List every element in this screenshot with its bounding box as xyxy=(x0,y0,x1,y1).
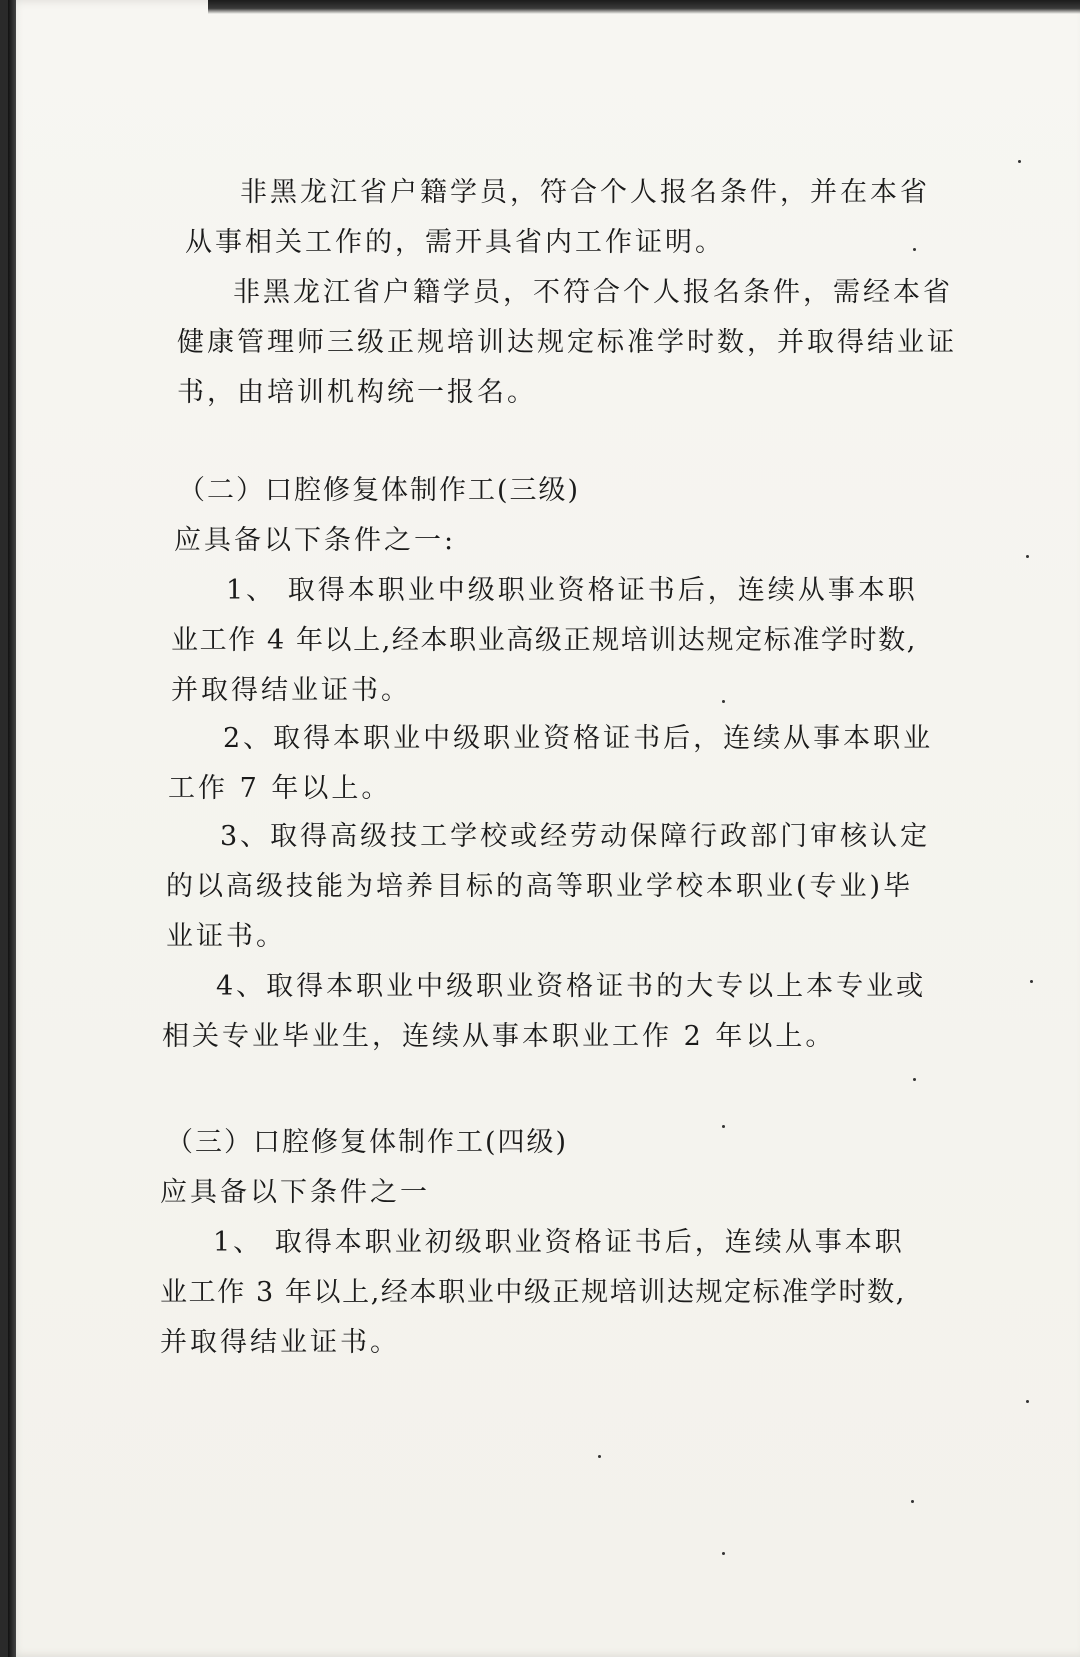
scan-speck xyxy=(913,1078,916,1081)
scan-speck xyxy=(911,1500,914,1503)
list-item-line: 的以高级技能为培养目标的高等职业学校本职业(专业)毕 xyxy=(166,871,914,902)
list-item-line: 相关专业毕业生，连续从事本职业工作 2 年以上。 xyxy=(162,1021,836,1052)
scan-speck xyxy=(913,248,916,251)
list-item-line: 1、 取得本职业初级职业资格证书后，连续从事本职 xyxy=(213,1227,905,1258)
scan-speck xyxy=(1026,1400,1029,1403)
paragraph-line: 健康管理师三级正规培训达规定标准学时数，并取得结业证 xyxy=(177,327,957,358)
section-heading: （二）口腔修复体制作工(三级) xyxy=(178,475,581,506)
section-intro: 应具备以下条件之一 xyxy=(160,1177,430,1208)
list-item-line: 1、 取得本职业中级职业资格证书后，连续从事本职 xyxy=(226,575,918,606)
paragraph-line: 非黑龙江省户籍学员，不符合个人报名条件，需经本省 xyxy=(233,277,953,308)
scan-speck xyxy=(722,1125,725,1128)
section-heading: （三）口腔修复体制作工(四级) xyxy=(166,1127,569,1158)
list-item-line: 并取得结业证书。 xyxy=(160,1327,400,1358)
paragraph-line: 非黑龙江省户籍学员，符合个人报名条件，并在本省 xyxy=(240,177,930,208)
list-item-line: 4、取得本职业中级职业资格证书的大专以上本专业或 xyxy=(216,971,927,1002)
document-body xyxy=(8,0,1080,1657)
paragraph-line: 从事相关工作的，需开具省内工作证明。 xyxy=(185,227,725,258)
scan-speck xyxy=(598,1455,601,1458)
paragraph-line: 书，由培训机构统一报名。 xyxy=(177,377,537,408)
list-item-line: 3、取得高级技工学校或经劳动保障行政部门审核认定 xyxy=(220,821,931,852)
scan-speck xyxy=(1030,980,1033,983)
list-item-line: 2、取得本职业中级职业资格证书后，连续从事本职业 xyxy=(223,723,934,754)
list-item-line: 业工作 4 年以上,经本职业高级正规培训达规定标准学时数, xyxy=(171,625,917,656)
scan-speck xyxy=(1026,555,1029,558)
list-item-line: 业证书。 xyxy=(166,921,286,952)
list-item-line: 工作 7 年以上。 xyxy=(168,773,392,804)
scan-speck xyxy=(722,1552,725,1555)
section-intro: 应具备以下条件之一: xyxy=(174,525,457,556)
scan-speck xyxy=(722,700,725,703)
list-item-line: 业工作 3 年以上,经本职业中级正规培训达规定标准学时数, xyxy=(160,1277,906,1308)
document-page xyxy=(8,0,1080,1657)
list-item-line: 并取得结业证书。 xyxy=(171,675,411,706)
scan-speck xyxy=(1018,160,1021,163)
